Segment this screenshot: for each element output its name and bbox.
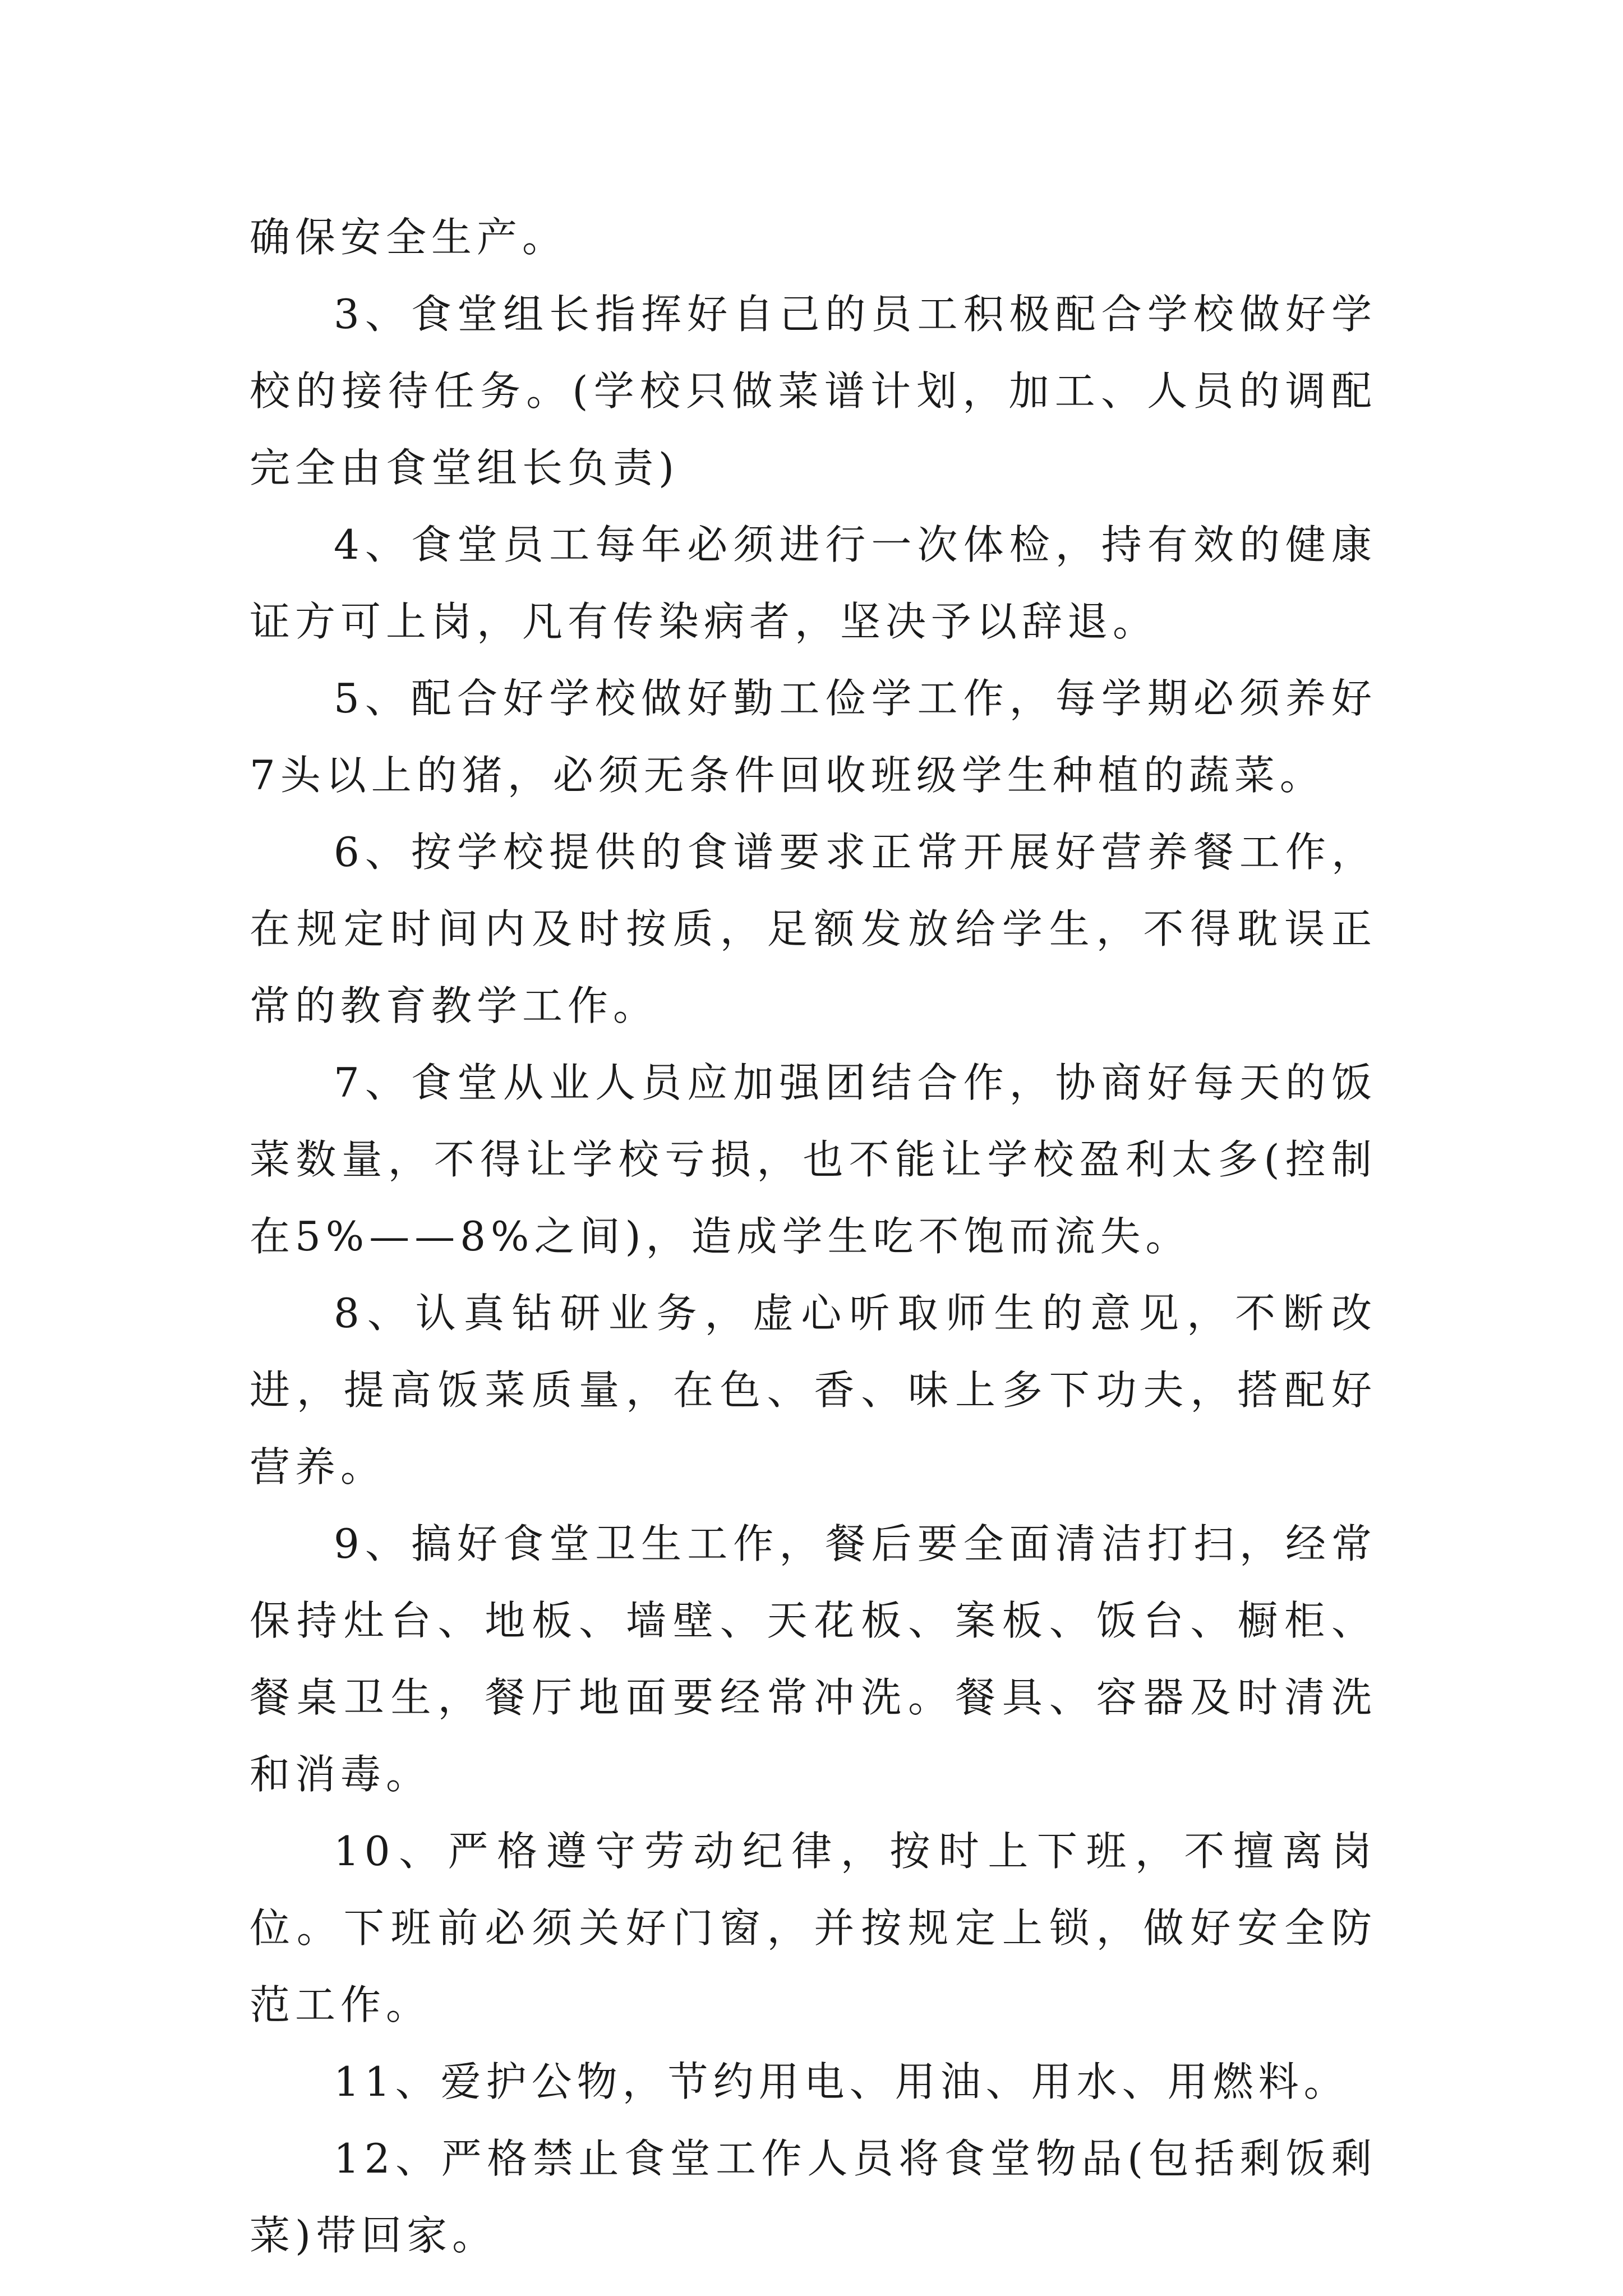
paragraph-continuation: 确保安全生产。 [250, 214, 568, 261]
paragraph-item-4: 4、食堂员工每年必须进行一次体检，持有效的健康证方可上岗，凡有传染病者，坚决予以辞退。 [250, 521, 1377, 645]
document-body [250, 199, 1377, 2274]
paragraph-item-11: 11、爱护公物，节约用电、用油、用水、用燃料。 [334, 2058, 1349, 2105]
paragraph-item-7: 7、食堂从业人员应加强团结合作，协商好每天的饭菜数量，不得让学校亏损，也不能让学校盈利太多(控制在5%——8%之间)，造成学生吃不饱而流失。 [250, 1059, 1377, 1260]
paragraph-item-10: 10、严格遵守劳动纪律，按时上下班，不擅离岗位。下班前必须关好门窗，并按规定上锁，做好安全防范工作。 [250, 1828, 1377, 2028]
paragraph-item-6: 6、按学校提供的食谱要求正常开展好营养餐工作，在规定时间内及时按质，足额发放给学生，不得耽误正常的教育教学工作。 [250, 829, 1377, 1029]
paragraph-item-12: 12、严格禁止食堂工作人员将食堂物品(包括剩饭剩菜)带回家。 [250, 2135, 1377, 2259]
paragraph-item-3: 3、食堂组长指挥好自己的员工积极配合学校做好学校的接待任务。(学校只做菜谱计划，加工、人员的调配完全由食堂组长负责) [250, 291, 1377, 491]
paragraph-item-5: 5、配合好学校做好勤工俭学工作，每学期必须养好7头以上的猪，必须无条件回收班级学生种植的蔬菜。 [250, 675, 1377, 799]
paragraph-item-9: 9、搞好食堂卫生工作，餐后要全面清洁打扫，经常保持灶台、地板、墙壁、天花板、案板、饭台、橱柜、餐桌卫生，餐厅地面要经常冲洗。餐具、容器及时清洗和消毒。 [250, 1520, 1377, 1798]
paragraph-item-8: 8、认真钻研业务，虚心听取师生的意见，不断改进，提高饭菜质量，在色、香、味上多下功夫，搭配好营养。 [250, 1290, 1377, 1490]
